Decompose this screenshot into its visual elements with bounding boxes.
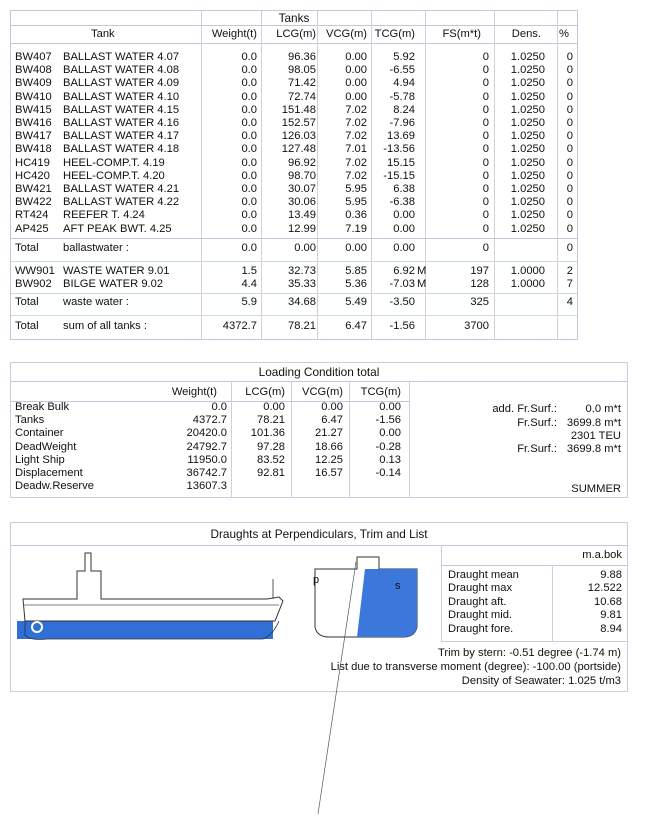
loading-row	[11, 467, 627, 480]
total-fs: 0	[482, 242, 489, 254]
tank-vcg: 5.85	[345, 265, 367, 277]
tank-weight: 0.0	[241, 130, 257, 143]
tank-pct: 0	[566, 117, 573, 129]
tank-weight: 0.0	[241, 222, 257, 235]
tank-fs: 0	[482, 90, 489, 103]
header-weight: Weight(t)	[211, 28, 257, 40]
tank-code: WW901	[15, 265, 55, 277]
tank-name: BALLAST WATER 4.21	[63, 183, 180, 195]
tank-code: HC419	[15, 156, 50, 169]
tank-tcg: 15.15	[387, 156, 415, 169]
total-pct: 4	[566, 296, 573, 308]
teu-value: 2301 TEU	[570, 430, 621, 442]
total-weight: 0.0	[241, 242, 257, 254]
tank-fs: 0	[482, 103, 489, 116]
tank-code: BW417	[15, 130, 52, 143]
tank-pct: 0	[566, 222, 573, 235]
tank-pct: 0	[566, 77, 573, 90]
header-lcg: LCG(m)	[276, 28, 316, 40]
loading-weight: 20420.0	[186, 427, 227, 440]
tank-vcg: 0.00	[345, 51, 367, 63]
header-tcg: TCG(m)	[374, 28, 415, 40]
loading-tcg: 0.00	[379, 427, 401, 440]
tank-name: BALLAST WATER 4.18	[63, 143, 180, 156]
tank-weight: 4.4	[241, 278, 257, 290]
loading-weight: 24792.7	[186, 440, 227, 453]
tank-tcg: -6.55	[389, 64, 415, 77]
tank-name: BALLAST WATER 4.08	[63, 64, 180, 77]
tank-fs: 197	[470, 265, 489, 277]
tank-fs: 0	[482, 143, 489, 156]
tank-dens: 1.0250	[510, 222, 545, 235]
loading-vcg: 21.27	[315, 427, 343, 440]
tank-lcg: 98.05	[288, 64, 316, 77]
total-lcg: 0.00	[294, 242, 316, 254]
starboard-label: s	[395, 580, 401, 592]
tank-pct: 0	[566, 103, 573, 116]
tank-tcg: -6.38	[389, 196, 415, 209]
tank-dens: 1.0250	[510, 117, 545, 129]
tank-row	[11, 170, 577, 183]
grand-total-weight: 4372.7	[222, 320, 257, 332]
total-weight: 5.9	[241, 296, 257, 308]
loading-label: Deadw.Reserve	[15, 480, 94, 493]
tank-row	[11, 130, 577, 143]
tank-weight: 0.0	[241, 169, 257, 182]
tank-row	[11, 223, 577, 236]
draught-table	[441, 545, 628, 642]
tank-tcg: 6.92	[393, 265, 415, 277]
tank-name: AFT PEAK BWT. 4.25	[63, 222, 172, 235]
loading-weight: 11950.0	[187, 453, 227, 466]
tank-row	[11, 278, 577, 291]
tank-lcg: 32.73	[288, 265, 316, 277]
loading-vcg: 6.47	[321, 414, 343, 427]
loading-lcg: 78.21	[257, 414, 285, 427]
tank-dens: 1.0250	[510, 169, 545, 182]
loading-tcg: -0.28	[375, 440, 401, 453]
loading-header-tcg: TCG(m)	[360, 386, 401, 398]
tank-lcg: 35.33	[288, 278, 316, 290]
tank-fs: 0	[482, 209, 489, 222]
loading-vcg: 0.00	[321, 401, 343, 413]
draught-value: 8.94	[600, 622, 622, 635]
draught-value: 12.522	[587, 582, 622, 595]
tanks-header-row	[11, 28, 577, 41]
draught-label: Draught fore.	[448, 622, 514, 635]
loading-vcg: 18.66	[315, 440, 343, 453]
loading-header-row	[11, 386, 627, 399]
total-vcg: 0.00	[345, 242, 367, 254]
tank-tcg: 13.69	[387, 130, 415, 143]
loading-tcg: 0.00	[379, 401, 401, 413]
draught-value: 10.68	[594, 595, 622, 608]
tank-fs: 0	[482, 196, 489, 209]
tank-weight: 0.0	[241, 156, 257, 169]
fr-surf-label: Fr.Surf.:	[517, 443, 557, 455]
tank-pct: 0	[566, 183, 573, 195]
add-fr-surf-row	[11, 403, 627, 416]
tank-weight: 0.0	[241, 90, 257, 103]
tank-weight: 0.0	[241, 117, 257, 129]
tank-tcg: 8.24	[393, 103, 415, 116]
tank-code: BW410	[15, 90, 52, 103]
header-fs: FS(m*t)	[442, 28, 481, 40]
tank-lcg: 98.70	[288, 169, 316, 182]
tank-dens: 1.0250	[510, 143, 545, 156]
tank-vcg: 7.02	[345, 103, 367, 116]
tank-pct: 0	[566, 143, 573, 156]
tank-name: BALLAST WATER 4.07	[63, 51, 180, 63]
tank-code: BW407	[15, 51, 52, 63]
tank-pct: 0	[566, 209, 573, 222]
tank-pct: 7	[566, 278, 573, 290]
grand-total-tcg: -1.56	[389, 320, 415, 332]
tank-tcg: 5.92	[393, 51, 415, 63]
tank-name: BALLAST WATER 4.10	[63, 90, 180, 103]
draughts-title: Draughts at Perpendiculars, Trim and List	[210, 527, 428, 541]
grand-total-row	[11, 320, 577, 333]
total-label: Total	[15, 296, 39, 308]
tank-weight: 0.0	[241, 64, 257, 77]
tank-pct: 0	[566, 196, 573, 209]
tank-code: BW421	[15, 183, 52, 195]
tank-flag: M	[417, 265, 427, 277]
ballast-total-row	[11, 242, 577, 255]
loading-label: Break Bulk	[15, 401, 70, 413]
ship-superstructure	[23, 553, 283, 621]
tank-fs: 0	[482, 77, 489, 90]
tank-row	[11, 157, 577, 170]
add-fr-surf-label: add. Fr.Surf.:	[492, 403, 557, 415]
tank-vcg: 0.36	[345, 209, 367, 222]
tank-weight: 1.5	[241, 265, 257, 277]
tanks-table	[10, 10, 578, 340]
loading-condition-panel	[10, 362, 628, 498]
tank-name: HEEL-COMP.T. 4.19	[63, 156, 165, 169]
header-vcg: VCG(m)	[325, 28, 367, 40]
tank-vcg: 0.00	[345, 64, 367, 77]
tank-weight: 0.0	[241, 209, 257, 222]
col-divider	[552, 565, 553, 641]
grand-total-fs: 3700	[464, 320, 489, 332]
tank-tcg: 0.00	[393, 222, 415, 235]
total-name: ballastwater :	[63, 242, 129, 254]
ship-profile-illustration	[17, 549, 293, 645]
tank-fs: 0	[482, 130, 489, 143]
tank-fs: 0	[482, 183, 489, 195]
tank-code: BW422	[15, 196, 52, 209]
season-row	[11, 483, 627, 496]
loading-header-weight: Weight(t)	[171, 386, 217, 398]
tank-lcg: 151.48	[281, 103, 316, 116]
tank-name: BALLAST WATER 4.16	[63, 117, 180, 129]
tank-lcg: 12.99	[288, 222, 316, 235]
loading-weight: 36742.7	[186, 467, 227, 479]
loading-weight: 4372.7	[192, 414, 227, 427]
tank-dens: 1.0250	[510, 90, 545, 103]
tank-lcg: 127.48	[281, 143, 316, 156]
tank-fs: 128	[470, 278, 489, 290]
tank-row	[11, 104, 577, 117]
draught-label: Draught aft.	[448, 595, 507, 608]
loading-header-lcg: LCG(m)	[245, 386, 285, 398]
tank-lcg: 13.49	[288, 209, 316, 222]
tank-lcg: 30.06	[288, 196, 316, 209]
tank-tcg: 4.94	[393, 77, 415, 90]
total-name: waste water :	[63, 296, 129, 308]
tank-lcg: 30.07	[288, 183, 316, 195]
loading-tcg: -1.56	[375, 414, 401, 427]
tank-weight: 0.0	[241, 103, 257, 116]
tank-flag: M	[417, 278, 427, 290]
tank-pct: 0	[566, 130, 573, 143]
tank-dens: 1.0250	[510, 156, 545, 169]
header-tank: Tank	[91, 28, 115, 40]
tank-name: REEFER T. 4.24	[63, 209, 145, 222]
tank-code: BW416	[15, 117, 52, 129]
total-tcg: 0.00	[393, 242, 415, 254]
tank-dens: 1.0000	[510, 278, 545, 290]
tank-dens: 1.0250	[510, 103, 545, 116]
underwater-hull	[17, 621, 273, 639]
tank-code: BW408	[15, 64, 52, 77]
tank-fs: 0	[482, 169, 489, 182]
tank-tcg: -7.03	[389, 278, 415, 290]
tank-dens: 1.0250	[510, 130, 545, 143]
draught-label: Draught max	[448, 582, 513, 595]
tank-lcg: 71.42	[288, 77, 316, 90]
tank-code: RT424	[15, 209, 49, 222]
tank-dens: 1.0250	[510, 209, 545, 222]
load-line-season: SUMMER	[571, 483, 621, 495]
tank-code: BW415	[15, 103, 52, 116]
total-pct: 0	[566, 242, 573, 254]
tank-fs: 0	[482, 222, 489, 235]
loading-tcg: -0.14	[375, 467, 401, 479]
tank-row	[11, 117, 577, 130]
tank-row	[11, 143, 577, 156]
fr-surf-row-1	[11, 417, 627, 430]
tank-name: HEEL-COMP.T. 4.20	[63, 169, 165, 182]
header-pct: %	[559, 28, 569, 40]
tank-dens: 1.0250	[510, 196, 545, 209]
tank-vcg: 5.95	[345, 196, 367, 209]
grand-total-label: Total	[15, 320, 39, 332]
tank-pct: 0	[566, 90, 573, 103]
tank-lcg: 96.92	[288, 156, 316, 169]
tank-tcg: 6.38	[393, 183, 415, 195]
list-text: List due to transverse moment (degree): -100.00 (portside)	[330, 661, 621, 673]
tank-code: HC420	[15, 169, 50, 182]
tank-row	[11, 265, 577, 278]
fr-surf-value: 3699.8 m*t	[566, 417, 621, 429]
add-fr-surf-value: 0.0 m*t	[585, 403, 621, 415]
tank-vcg: 7.02	[345, 130, 367, 143]
loading-label: Container	[15, 427, 64, 440]
tank-vcg: 7.19	[345, 222, 367, 235]
tank-weight: 0.0	[241, 196, 257, 209]
loading-label: Displacement	[15, 467, 83, 479]
loading-lcg: 97.28	[257, 440, 285, 453]
tank-row	[11, 77, 577, 90]
tank-lcg: 96.36	[288, 51, 316, 63]
total-vcg: 5.49	[345, 296, 367, 308]
tank-weight: 0.0	[241, 143, 257, 156]
loading-title: Loading Condition total	[258, 365, 380, 379]
tank-dens: 1.0250	[510, 51, 545, 63]
tank-row	[11, 64, 577, 77]
density-text: Density of Seawater: 1.025 t/m3	[461, 675, 621, 687]
tank-weight: 0.0	[241, 51, 257, 63]
tank-dens: 1.0000	[510, 265, 545, 277]
teu-row	[11, 430, 627, 443]
tank-pct: 0	[566, 169, 573, 182]
grand-total-vcg: 6.47	[345, 320, 367, 332]
tank-name: BALLAST WATER 4.22	[63, 196, 180, 209]
tank-pct: 0	[566, 64, 573, 77]
tank-name: WASTE WATER 9.01	[63, 265, 170, 277]
draught-unit: m.a.bok	[582, 549, 622, 561]
loading-vcg: 12.25	[315, 453, 343, 466]
tank-weight: 0.0	[241, 183, 257, 195]
tank-row	[11, 183, 577, 196]
tank-vcg: 5.95	[345, 183, 367, 195]
tank-weight: 0.0	[241, 77, 257, 90]
loading-label: DeadWeight	[15, 440, 77, 453]
tank-vcg: 7.02	[345, 169, 367, 182]
loading-label: Light Ship	[15, 453, 65, 466]
tank-code: BW409	[15, 77, 52, 90]
tank-dens: 1.0250	[510, 77, 545, 90]
tank-fs: 0	[482, 117, 489, 129]
tanks-title: Tanks	[278, 11, 310, 25]
loading-weight: 0.0	[211, 401, 227, 413]
tank-pct: 0	[566, 51, 573, 63]
tank-vcg: 7.02	[345, 117, 367, 129]
tank-code: BW418	[15, 143, 52, 156]
loading-lcg: 92.81	[257, 467, 285, 479]
grand-total-name: sum of all tanks :	[63, 320, 147, 332]
tank-tcg: 0.00	[393, 209, 415, 222]
tank-name: BALLAST WATER 4.17	[63, 130, 180, 143]
tank-fs: 0	[482, 51, 489, 63]
loading-header-vcg: VCG(m)	[301, 386, 343, 398]
waste-total-row	[11, 296, 577, 309]
tank-tcg: -15.15	[383, 169, 415, 182]
tank-code: BW902	[15, 278, 52, 290]
tank-row	[11, 196, 577, 209]
tank-vcg: 0.00	[345, 90, 367, 103]
loading-lcg: 101.36	[250, 427, 285, 440]
draught-label: Draught mean	[448, 569, 519, 581]
fr-surf-value: 3699.8 m*t	[566, 443, 621, 455]
tank-lcg: 72.74	[288, 90, 316, 103]
tank-pct: 0	[566, 156, 573, 169]
draught-value: 9.81	[600, 609, 622, 622]
tank-vcg: 0.00	[345, 77, 367, 90]
tank-fs: 0	[482, 64, 489, 77]
loading-tcg: 0.13	[379, 453, 401, 466]
fr-surf-label: Fr.Surf.:	[517, 417, 557, 429]
fr-surf-row-2	[11, 440, 627, 456]
trim-text: Trim by stern: -0.51 degree (-1.74 m)	[438, 647, 621, 659]
total-tcg: -3.50	[389, 296, 415, 308]
loading-weight: 13607.3	[186, 480, 227, 493]
loading-vcg: 16.57	[315, 467, 343, 479]
port-label: p	[313, 574, 320, 586]
heeled-waterplane	[357, 569, 417, 637]
draught-value: 9.88	[600, 569, 622, 581]
tank-lcg: 126.03	[281, 130, 316, 143]
tank-name: BALLAST WATER 4.09	[63, 77, 180, 90]
tank-code: AP425	[15, 222, 49, 235]
tank-vcg: 7.01	[345, 143, 367, 156]
tank-row	[11, 91, 577, 104]
total-lcg: 34.68	[288, 296, 316, 308]
tank-row	[11, 51, 577, 64]
header-dens: Dens.	[511, 28, 541, 40]
tank-name: BALLAST WATER 4.15	[63, 103, 180, 116]
total-label: Total	[15, 242, 39, 254]
tank-row	[11, 209, 577, 222]
loading-lcg: 0.00	[263, 401, 285, 413]
loading-label: Tanks	[15, 414, 45, 427]
tank-tcg: -5.78	[389, 90, 415, 103]
tank-vcg: 5.36	[345, 278, 367, 290]
tank-vcg: 7.02	[345, 156, 367, 169]
tank-name: BILGE WATER 9.02	[63, 278, 164, 290]
tank-tcg: -7.96	[389, 117, 415, 129]
tank-lcg: 152.57	[281, 117, 316, 129]
loading-lcg: 83.52	[257, 453, 285, 466]
tank-dens: 1.0250	[510, 64, 545, 77]
tank-tcg: -13.56	[383, 143, 415, 156]
tank-fs: 0	[482, 156, 489, 169]
tank-pct: 2	[566, 265, 573, 277]
stray-line	[300, 560, 360, 820]
grand-total-lcg: 78.21	[288, 320, 316, 332]
tank-dens: 1.0250	[510, 183, 545, 195]
total-fs: 325	[470, 296, 489, 308]
draught-label: Draught mid.	[448, 609, 513, 622]
